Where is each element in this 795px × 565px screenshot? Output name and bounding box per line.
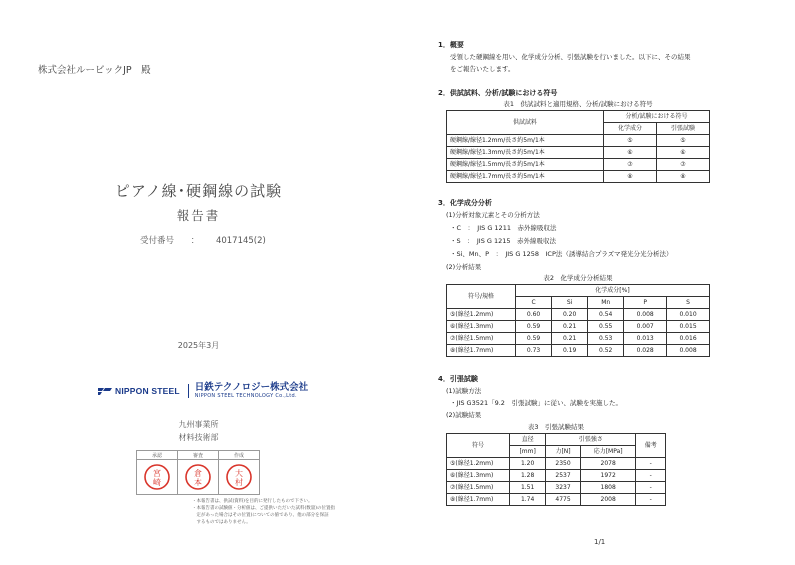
t1-cell-tensile: ⑧ [657,171,710,183]
t2-cell-id: ⑧(線径1.7mm) [447,345,516,357]
receipt-number [140,234,266,246]
t3-header-force: 力[N] [546,446,581,458]
table-2-chemistry [446,284,710,357]
t2-cell: 0.59 [516,321,552,333]
t3-cell-remark: - [636,458,666,470]
section-4-sub2: (2)試験結果 [446,411,482,419]
report-date: 2025年3月 [177,341,220,350]
office-name: 九州事業所 [178,420,219,429]
t3-cell-dia: 1.51 [510,482,546,494]
t2-cell: 0.53 [588,333,624,345]
t2-cell: 0.008 [667,345,710,357]
t3-cell-id: ⑦(線径1.5mm) [447,482,510,494]
report-title: ピアノ線･硬鋼線の試験 [114,182,283,200]
t3-cell-id: ⑥(線径1.3mm) [447,470,510,482]
company-logo [98,382,308,399]
table-row [447,482,666,494]
t2-cell: 0.52 [588,345,624,357]
t1-cell-chem: ⑤ [604,135,657,147]
svg-text:崎: 崎 [153,478,161,487]
table-row [447,470,666,482]
t1-header-chem: 化学成分 [604,123,657,135]
t2-cell: 0.59 [516,333,552,345]
t2-header-c: C [516,297,552,309]
t3-cell-dia: 1.74 [510,494,546,506]
svg-text:村: 村 [235,478,243,487]
t2-cell-id: ⑥(線径1.3mm) [447,321,516,333]
seal-kuramoto-icon [184,463,212,491]
svg-text:大: 大 [235,469,243,478]
logo-company-name-en: NIPPON STEEL TECHNOLOGY Co.,Ltd. [194,393,297,399]
t1-cell-sample: 硬鋼線/線径1.3mm/長さ約5m/1本 [447,147,604,159]
t2-cell-id: ⑤(線径1.2mm) [447,309,516,321]
t2-header-group: 化学成分[%] [516,285,710,297]
t1-header-sample: 供試試料 [447,111,604,135]
t3-cell-remark: - [636,482,666,494]
t2-cell: 0.19 [552,345,588,357]
page-number: 1/1 [594,538,606,546]
section-3-sub1: (1)分析対象元素とその分析方法 [446,211,540,219]
t2-cell: 0.028 [624,345,667,357]
t3-cell-stress: 1808 [580,482,636,494]
t2-header-id: 符号/規格 [447,285,516,309]
t3-cell-dia: 1.20 [510,458,546,470]
t3-cell-remark: - [636,494,666,506]
table-1-samples [446,110,710,183]
method-si-mn-p: ・Si、Mn、P ： JIS G 1258 ICP法（誘導結合プラズマ発光分光分析法） [450,250,673,258]
t2-cell: 0.20 [552,309,588,321]
t3-cell-dia: 1.28 [510,470,546,482]
t3-cell-force: 2537 [546,470,581,482]
t2-header-s: S [667,297,710,309]
table-row [447,494,666,506]
t3-header-remark: 備考 [636,434,666,458]
section-3-heading: 3．化学成分分析 [438,199,492,207]
stamp-header-create: 作成 [219,451,260,460]
logo-company-name: 日鉄テクノロジー株式会社 [194,382,309,393]
table-row [447,135,710,147]
t3-cell-force: 2350 [546,458,581,470]
addressee: 株式会社ルービックJP 殿 [38,65,151,76]
receipt-value: 4017145(2) [215,236,266,246]
seal-miyazaki-icon [143,463,171,491]
t1-cell-sample: 硬鋼線/線径1.5mm/長さ約5m/1本 [447,159,604,171]
t2-cell: 0.21 [552,321,588,333]
section-2-heading: 2．供試試料、分析/試験における符号 [438,89,558,97]
logo-nippon-steel: NIPPON STEEL [115,385,180,396]
section-1-text-line1: 受領した硬鋼線を用い、化学成分分析、引張試験を行いました。以下に、その結果 [450,53,691,61]
seal-omura-icon [225,463,253,491]
table-2-caption: 表2 化学成分分析結果 [543,274,613,282]
t2-header-si: Si [552,297,588,309]
t2-cell: 0.010 [667,309,710,321]
t1-header-group: 分析/試験における符号 [604,111,710,123]
note-line: ・本報告書の試験値・分析値は、ご提供いただいた試料(数量)の位置指 [192,506,336,511]
t1-cell-chem: ⑦ [604,159,657,171]
t1-cell-tensile: ⑦ [657,159,710,171]
t2-cell: 0.008 [624,309,667,321]
svg-text:本: 本 [194,478,202,487]
t3-header-stress: 応力[MPa] [580,446,636,458]
approval-stamp-table [136,450,260,495]
t2-cell: 0.016 [667,333,710,345]
t2-header-p: P [624,297,667,309]
t3-cell-force: 3237 [546,482,581,494]
stamp-header-review: 審査 [178,451,219,460]
svg-text:倉: 倉 [194,469,202,478]
section-1-text-line2: をご報告いたします。 [450,65,515,73]
t2-cell: 0.013 [624,333,667,345]
receipt-sep: ： [190,236,200,246]
t1-cell-tensile: ⑥ [657,147,710,159]
table-row [447,333,710,345]
t3-cell-id: ⑤(線径1.2mm) [447,458,510,470]
t2-cell-id: ⑦(線径1.5mm) [447,333,516,345]
nippon-steel-mark-icon [98,386,112,396]
t2-cell: 0.73 [516,345,552,357]
note-line: ・本報告書は、供試(資料)を目的に発行したもので下さい。 [192,499,313,504]
table-1-caption: 表1 供試試料と適用規格、分析/試験における符号 [503,100,653,108]
table-3-tensile [446,433,666,506]
table-row [447,171,710,183]
t3-header-dia-unit: [mm] [510,446,546,458]
t2-cell: 0.54 [588,309,624,321]
t3-cell-remark: - [636,470,666,482]
method-s: ・S ： JIS G 1215 赤外線吸収法 [450,237,557,245]
report-subtitle: 報告書 [176,208,221,223]
t3-cell-id: ⑧(線径1.7mm) [447,494,510,506]
table-row [447,147,710,159]
cover-notes [192,498,335,526]
svg-text:宮: 宮 [153,469,161,478]
t2-cell: 0.007 [624,321,667,333]
table-row [447,321,710,333]
note-line: 定があった場合はその位置)についての値であり、他の部分を保証 [192,513,329,518]
t2-cell: 0.55 [588,321,624,333]
t3-cell-stress: 2008 [580,494,636,506]
table-3-caption: 表3 引張試験結果 [527,423,585,431]
note-line: するものではありません。 [192,520,251,525]
t2-cell: 0.60 [516,309,552,321]
t1-header-tensile: 引張試験 [657,123,710,135]
t2-header-mn: Mn [588,297,624,309]
department-name: 材料技術部 [178,433,219,442]
t1-cell-chem: ⑥ [604,147,657,159]
section-4-heading: 4．引張試験 [438,375,478,383]
section-3-sub2: (2)分析結果 [446,263,482,271]
t3-cell-stress: 1972 [580,470,636,482]
logo-divider [188,384,189,398]
t3-header-group: 引張強さ [546,434,636,446]
t3-header-dia: 直径 [510,434,546,446]
t1-cell-chem: ⑧ [604,171,657,183]
tensile-method: ・JIS G3521「9.2 引張試験」に従い、試験を実施した。 [450,399,622,407]
table-row [447,458,666,470]
t1-cell-sample: 硬鋼線/線径1.2mm/長さ約5m/1本 [447,135,604,147]
t1-cell-tensile: ⑤ [657,135,710,147]
t1-cell-sample: 硬鋼線/線径1.7mm/長さ約5m/1本 [447,171,604,183]
t3-cell-force: 4775 [546,494,581,506]
section-4-sub1: (1)試験方法 [446,387,482,395]
t3-cell-stress: 2078 [580,458,636,470]
t2-cell: 0.21 [552,333,588,345]
table-row [447,159,710,171]
stamp-header-approve: 承認 [137,451,178,460]
section-1-heading: 1．概要 [438,41,464,49]
t2-cell: 0.015 [667,321,710,333]
t3-header-id: 符号 [447,434,510,458]
method-c: ・C ： JIS G 1211 赤外線吸収法 [450,224,557,232]
table-row [447,345,710,357]
table-row [447,309,710,321]
receipt-label: 受付番号 [140,236,175,246]
